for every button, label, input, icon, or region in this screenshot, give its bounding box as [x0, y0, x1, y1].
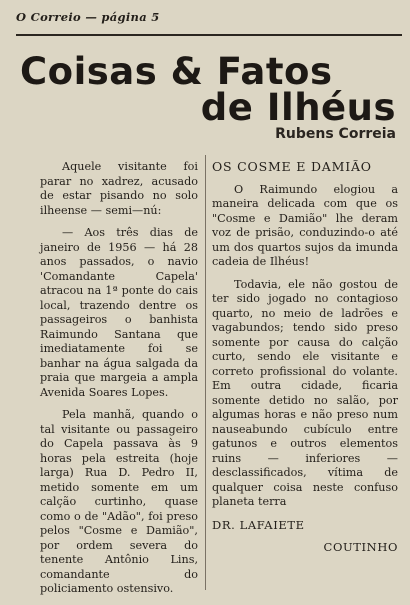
left-column	[40, 160, 198, 605]
signature-line2: COUTINHO	[323, 540, 398, 554]
section-subhead: OS COSME E DAMIÃO	[212, 159, 372, 174]
header-rule	[16, 34, 402, 36]
right-column	[212, 160, 398, 563]
left-paragraph-1: Aquele visitante foi parar no xadrez, acusado de estar pisando no solo ilheense — semi—nú:	[40, 160, 198, 217]
left-paragraph-3: Pela manhã, quando o tal visitante ou passageiro do Capela passava às 9 horas pela estreita (hoje larga) Rua D. Pedro II, metido somente em um calção curtinho, quase como o de "Adão", foi preso pelos "Cosme e Damião", por ordem severa do tenente Antônio Lins, comandante do policiamento ostensivo.	[40, 408, 198, 595]
article-title-line1: Coisas & Fatos	[20, 50, 333, 93]
column-divider	[205, 155, 206, 590]
left-paragraph-2: — Aos três dias de janeiro de 1956 — há 28 anos passados, o navio 'Comandante Capela' atracou na 1ª ponte do cais local, trazendo dentre os passageiros o banhista Raimundo Santana que imediatamente foi se banhar na água salgada da praia que margeia a ampla Avenida Soares Lopes.	[40, 226, 198, 399]
right-paragraph-1: O Raimundo elogiou a maneira delicada com que os "Cosme e Damião" lhe deram voz de prisão, conduzindo-o até um dos quartos sujos da imunda cadeia de Ilhéus!	[212, 182, 398, 268]
right-paragraph-2: Todavia, ele não gostou de ter sido jogado no contagioso quarto, no meio de ladrões e vagabundos; tendo sido preso somente por causa do calção curto, sendo ele visitante e correto profissional do volante. Em outra cidade, ficaria somente detido no salão, por algumas horas e não preso num nauseabundo cubículo entre gatunos e outros elementos ruins — inferiores — desclassificados, vítima de qualquer coisa neste confuso planeta terra	[212, 277, 398, 508]
page-header: O Correio — página 5	[16, 10, 160, 24]
signature-line1: DR. LAFAIETE	[212, 517, 305, 532]
article-author: Rubens Correia	[275, 126, 396, 142]
article-title-line2: de Ilhéus	[200, 86, 396, 129]
